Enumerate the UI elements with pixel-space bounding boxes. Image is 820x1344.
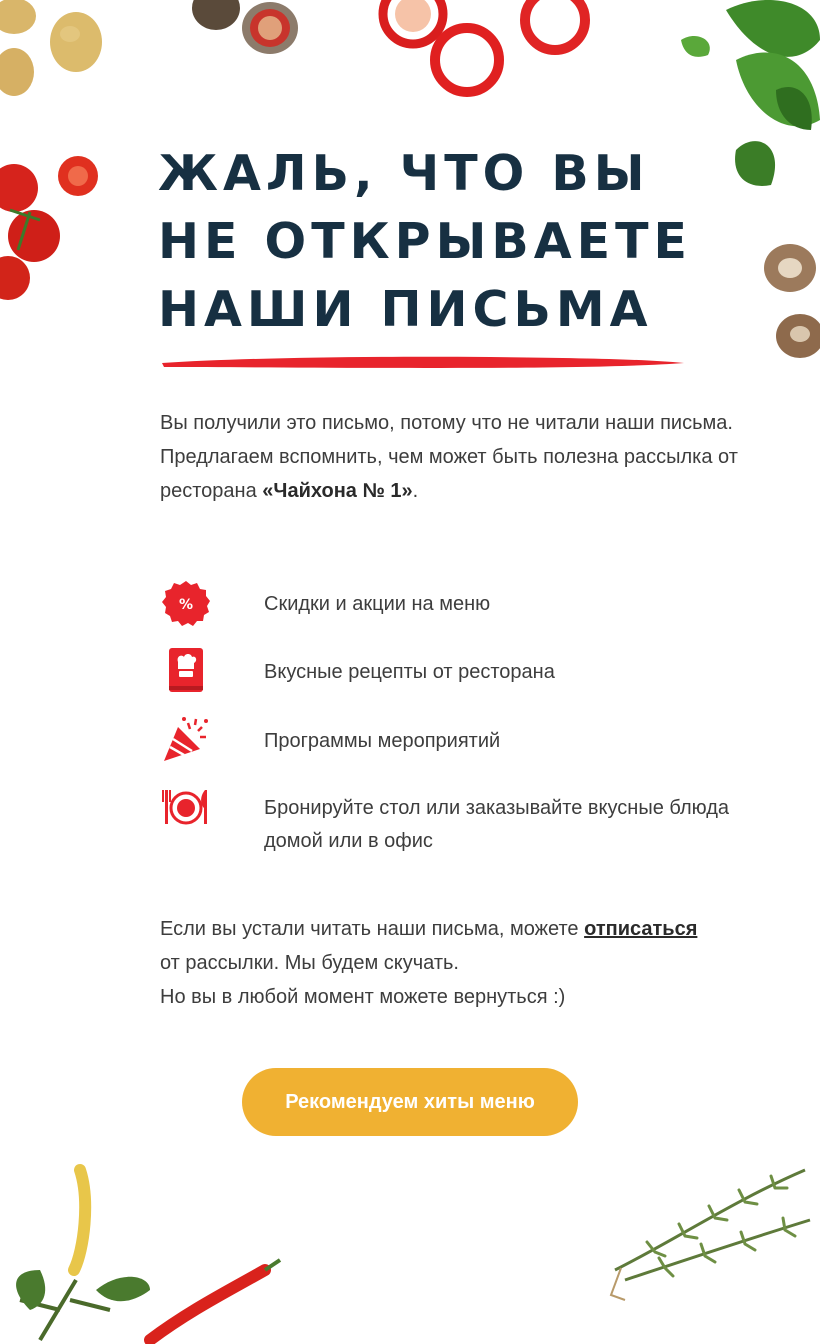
intro-paragraph	[160, 406, 740, 508]
unsubscribe-paragraph	[160, 912, 720, 1014]
restaurant-name: «Чайхона № 1»	[262, 480, 413, 502]
rosemary-sprigs-image	[595, 1160, 820, 1310]
red-brush-underline	[160, 352, 686, 372]
intro-text: Вы получили это письмо, потому что не читали наши письма. Предлагаем вспомнить, чем может быть полезна рассылка от ресторана	[160, 412, 738, 502]
feature-text: Бронируйте стол или заказывайте вкусные блюда домой или в офис	[264, 797, 729, 852]
unsubscribe-text-1: Если вы устали читать наши письма, можете	[160, 918, 585, 940]
menu-hits-button[interactable]: Рекомендуем хиты меню	[242, 1068, 578, 1136]
feature-text: Вкусные рецепты от ресторана	[264, 661, 555, 683]
potatoes-image	[0, 0, 120, 110]
page-title	[158, 140, 718, 344]
title-line-1: ЖАЛЬ, ЧТО ВЫ	[158, 145, 650, 202]
bell-pepper-rings-image	[375, 0, 590, 105]
chili-peppers-image	[0, 1160, 290, 1344]
recipe-book-icon	[160, 646, 212, 698]
figs-image	[190, 0, 305, 60]
percent-badge-icon	[160, 578, 212, 630]
title-line-2: НЕ ОТКРЫВАЕТЕ	[158, 213, 692, 270]
party-popper-icon	[160, 715, 212, 767]
svg-text:%: %	[178, 597, 194, 613]
unsubscribe-link[interactable]: отписаться	[584, 918, 698, 940]
unsubscribe-text-2: от рассылки. Мы будем скучать.	[160, 952, 459, 974]
plate-cutlery-icon	[160, 782, 212, 834]
feature-text: Программы мероприятий	[264, 730, 501, 752]
feature-text: Скидки и акции на меню	[264, 593, 491, 615]
title-line-3: НАШИ ПИСЬМА	[158, 281, 653, 338]
mushrooms-image	[760, 238, 820, 363]
intro-end: .	[412, 480, 419, 502]
cherry-tomatoes-image	[0, 150, 110, 305]
unsubscribe-text-3: Но вы в любой момент можете вернуться :)	[160, 986, 566, 1008]
